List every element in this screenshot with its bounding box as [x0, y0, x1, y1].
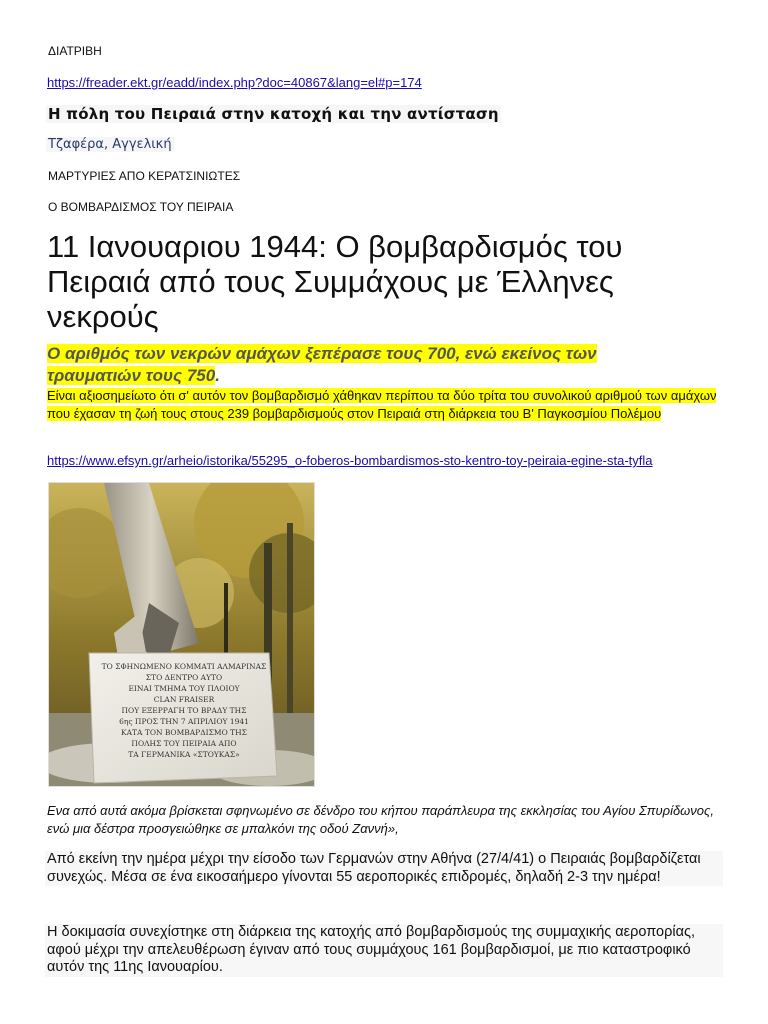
- plaque-line: ΠΟΥ ΕΞΕΡΡΑΓΗ ΤΟ ΒΡΑΔΥ ΤΗΣ: [121, 706, 247, 715]
- article-lead: [47, 343, 687, 387]
- document-label: ΔΙΑΤΡΙΒΗ: [48, 44, 102, 58]
- article-intro: [47, 387, 717, 423]
- plaque-line: ΚΑΤΑ ΤΟΝ ΒΟΜΒΑΡΔΙΣΜΟ ΤΗΣ: [121, 728, 247, 737]
- author-name[interactable]: Τζαφέρα, Αγγελική: [48, 137, 172, 152]
- article-headline: 11 Ιανουαριου 1944: Ο βομβαρδισμός του Πειραιά από τους Συμμάχους με Έλληνες νεκρούς: [47, 229, 623, 334]
- lead-period: .: [215, 366, 220, 385]
- plaque-line: CLAN FRAISER: [153, 695, 215, 704]
- lead-highlight: Ο αριθμός των νεκρών αμάχων ξεπέρασε τους 700, ενώ εκείνος των τραυματιών τους 750: [47, 344, 597, 385]
- article-source-link[interactable]: https://www.efsyn.gr/arheio/istorika/55295_o-foberos-bombardismos-sto-kentro-toy-peiraia-egine-sta-tyfla: [47, 453, 653, 468]
- plaque-line: ΤΑ ΓΕΡΜΑΝΙΚΑ «ΣΤΟΥΚΑΣ»: [128, 750, 240, 759]
- plaque-line: ΠΟΛΗΣ ΤΟΥ ΠΕΙΡΑΙΑ ΑΠΟ: [131, 739, 237, 748]
- plaque-line: ΣΤΟ ΔΕΝΤΡΟ ΑΥΤΟ: [145, 673, 223, 682]
- memorial-photo-illustration: [49, 483, 314, 786]
- plaque-line: ΤΟ ΣΦΗΝΩΜΕΝΟ ΚΟΜΜΑΤΙ ΑΛΜΑΡΙΝΑΣ: [101, 662, 267, 671]
- memorial-photo: [48, 482, 315, 787]
- paragraph-1: Από εκείνη την ημέρα μέχρι την είσοδο των Γερμανών στην Αθήνα (27/4/41) ο Πειραιάς βομβαρδίζεται συνεχώς. Μέσα σε ένα εικοσαήμερο γίνονται 55 αεροπορικές επιδρομές, δηλαδή 2-3 την ημέρα!: [45, 851, 723, 886]
- section-heading-bombing: Ο ΒΟΜΒΑΡΔΙΣΜΟΣ ΤΟΥ ΠΕΙΡΑΙΑ: [48, 200, 234, 214]
- intro-highlight: Είναι αξιοσημείωτο ότι σ' αυτόν τον βομβαρδισμό χάθηκαν περίπου τα δύο τρίτα του συνολικού αριθμού των αμάχων που έχασαν τη ζωή τους στους 239 βομβαρδισμούς στον Πειραιά στη διάρκεια του Β' Παγκοσμίου Πολέμου: [47, 388, 717, 421]
- section-heading-testimonies: ΜΑΡΤΥΡΙΕΣ ΑΠΟ ΚΕΡΑΤΣΙΝΙΩΤΕΣ: [48, 169, 241, 183]
- plaque-line: 6ης ΠΡΟΣ ΤΗΝ 7 ΑΠΡΙΛΙΟΥ 1941: [119, 717, 249, 726]
- thesis-source-link[interactable]: https://freader.ekt.gr/eadd/index.php?doc=40867&lang=el#p=174: [47, 75, 422, 90]
- thesis-title: Η πόλη του Πειραιά στην κατοχή και την αντίσταση: [48, 105, 499, 123]
- photo-caption: Ενα από αυτά ακόμα βρίσκεται σφηνωμένο σε δένδρο του κήπου παράπλευρα της εκκλησίας του Αγίου Σπυρίδωνος, ενώ μια δέστρα προσγειώθηκε σε μπαλκόνι της οδού Ζαννή»,: [47, 803, 714, 836]
- plaque-line: ΕΙΝΑΙ ΤΜΗΜΑ ΤΟΥ ΠΛΟΙΟΥ: [128, 684, 240, 693]
- paragraph-2: Η δοκιμασία συνεχίστηκε στη διάρκεια της κατοχής από βομβαρδισμούς της συμμαχικής αεροπορίας, αφού μέχρι την απελευθέρωση έγιναν από τους συμμάχους 161 βομβαρδισμοί, με πιο καταστροφικό αυτόν της 11ης Ιανουαρίου.: [45, 924, 723, 977]
